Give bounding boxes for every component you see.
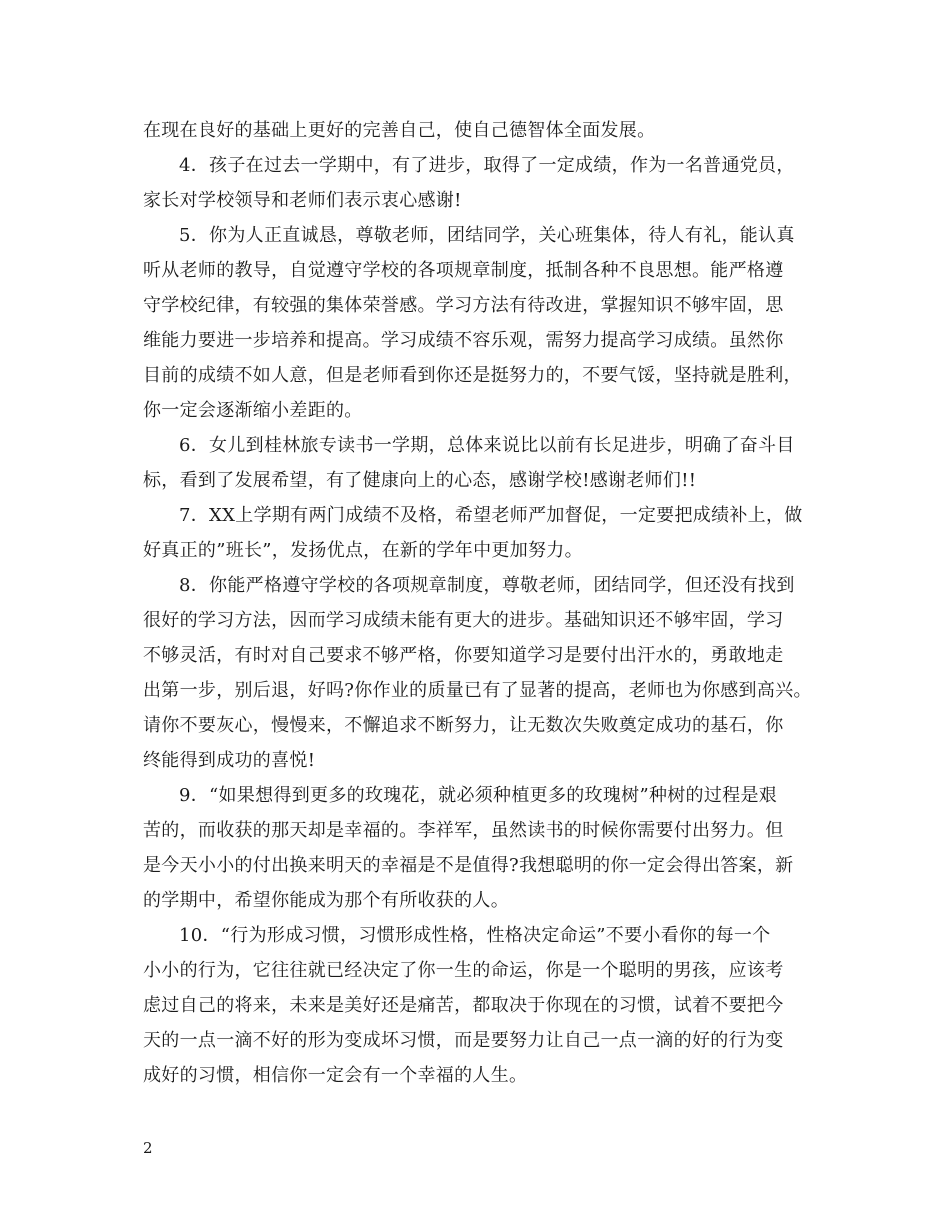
text-line: 7．XX上学期有两门成绩不及格，希望老师严加督促，一定要把成绩补上，做 — [179, 505, 803, 526]
text-line: 好真正的”班长”，发扬优点，在新的学年中更加努力。 — [143, 540, 583, 561]
text-line: 不够灵活，有时对自己要求不够严格，你要知道学习是要付出汗水的，勇敢地走 — [143, 645, 784, 666]
text-line: 听从老师的教导，自觉遵守学校的各项规章制度，抵制各种不良思想。能严格遵 — [143, 260, 784, 281]
text-line: 小小的行为，它往往就已经决定了你一生的命运，你是一个聪明的男孩，应该考 — [143, 960, 784, 981]
document-body — [143, 113, 823, 1093]
text-line: 终能得到成功的喜悦! — [143, 750, 316, 771]
text-line: 4．孩子在过去一学期中，有了进步，取得了一定成绩，作为一名普通党员， — [179, 155, 795, 176]
text-line: 6．女儿到桂林旅专读书一学期，总体来说比以前有长足进步，明确了奋斗目 — [179, 435, 795, 456]
text-line: 很好的学习方法，因而学习成绩未能有更大的进步。基础知识还不够牢固，学习 — [143, 610, 784, 631]
paragraph-item-8 — [143, 568, 823, 778]
text-line: 维能力要进一步培养和提高。学习成绩不容乐观，需努力提高学习成绩。虽然你 — [143, 330, 784, 351]
paragraph-continuation — [143, 113, 823, 148]
paragraph-item-7 — [143, 498, 823, 568]
text-line: 请你不要灰心，慢慢来，不懈追求不断努力，让无数次失败奠定成功的基石，你 — [143, 715, 784, 736]
text-line: 苦的，而收获的那天却是幸福的。李祥军，虽然读书的时候你需要付出努力。但 — [143, 820, 784, 841]
text-line: 虑过自己的将来，未来是美好还是痛苦，都取决于你现在的习惯，试着不要把今 — [143, 995, 784, 1016]
paragraph-item-6 — [143, 428, 823, 498]
page-number: 2 — [143, 1139, 153, 1157]
paragraph-item-10 — [143, 918, 823, 1093]
paragraph-item-4 — [143, 148, 823, 218]
text-line: 你一定会逐渐缩小差距的。 — [143, 400, 363, 421]
text-line: 家长对学校领导和老师们表示衷心感谢! — [143, 190, 462, 211]
text-line: 在现在良好的基础上更好的完善自己，使自己德智体全面发展。 — [143, 120, 656, 141]
paragraph-item-9 — [143, 778, 823, 918]
text-line: 标，看到了发展希望，有了健康向上的心态，感谢学校!感谢老师们!! — [143, 470, 697, 491]
text-line: 8．你能严格遵守学校的各项规章制度，尊敬老师，团结同学，但还没有找到 — [179, 575, 795, 596]
text-line: 守学校纪律，有较强的集体荣誉感。学习方法有待改进，掌握知识不够牢固，思 — [143, 295, 784, 316]
paragraph-item-5 — [143, 218, 823, 428]
text-line: 9．“如果想得到更多的玫瑰花，就必须种植更多的玫瑰树”种树的过程是艰 — [179, 785, 778, 806]
text-line: 天的一点一滴不好的形为变成坏习惯，而是要努力让自己一点一滴的好的行为变 — [143, 1030, 784, 1051]
text-line: 出第一步，别后退，好吗?你作业的质量已有了显著的提高，老师也为你感到高兴。 — [143, 680, 812, 701]
text-line: 的学期中，希望你能成为那个有所收获的人。 — [143, 890, 509, 911]
text-line: 10．“行为形成习惯，习惯形成性格，性格决定命运”不要小看你的每一个 — [179, 925, 771, 946]
text-line: 成好的习惯，相信你一定会有一个幸福的人生。 — [143, 1065, 528, 1086]
text-line: 目前的成绩不如人意，但是老师看到你还是挺努力的，不要气馁，坚持就是胜利， — [143, 365, 802, 386]
text-line: 5．你为人正直诚恳，尊敬老师，团结同学，关心班集体，待人有礼，能认真 — [179, 225, 795, 246]
text-line: 是今天小小的付出换来明天的幸福是不是值得?我想聪明的你一定会得出答案，新 — [143, 855, 794, 876]
